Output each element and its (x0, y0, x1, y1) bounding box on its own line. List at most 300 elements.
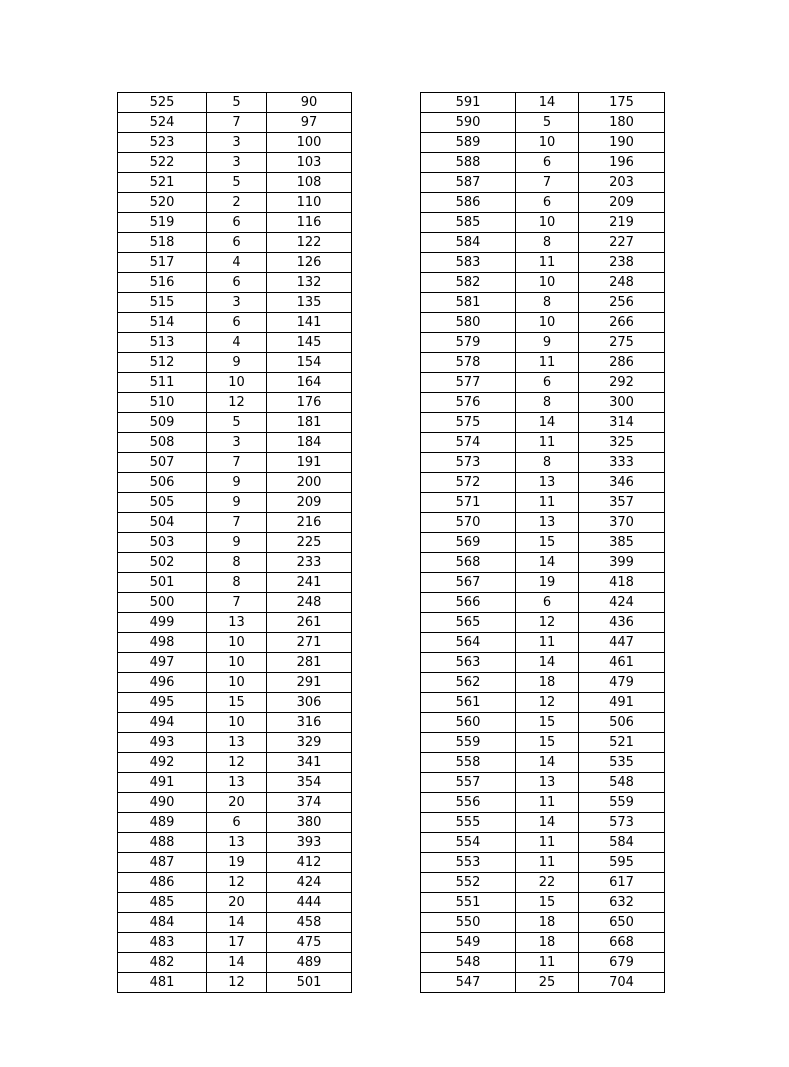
score-cell: 553 (421, 853, 516, 873)
score-cell: 513 (118, 333, 207, 353)
score-cell: 501 (118, 573, 207, 593)
table-row (421, 173, 665, 193)
cumulative-cell: 141 (267, 313, 352, 333)
count-cell: 14 (516, 93, 579, 113)
cumulative-cell: 241 (267, 573, 352, 593)
count-cell: 14 (516, 753, 579, 773)
cumulative-cell: 108 (267, 173, 352, 193)
table-row (118, 933, 352, 953)
count-cell: 11 (516, 833, 579, 853)
cumulative-cell: 203 (579, 173, 665, 193)
score-cell: 570 (421, 513, 516, 533)
score-cell: 567 (421, 573, 516, 593)
table-row (118, 553, 352, 573)
table-row (421, 933, 665, 953)
cumulative-cell: 374 (267, 793, 352, 813)
count-cell: 11 (516, 793, 579, 813)
table-row (421, 713, 665, 733)
table-row (118, 133, 352, 153)
count-cell: 11 (516, 953, 579, 973)
cumulative-cell: 632 (579, 893, 665, 913)
count-cell: 6 (207, 813, 267, 833)
table-row (118, 533, 352, 553)
cumulative-cell: 216 (267, 513, 352, 533)
cumulative-cell: 126 (267, 253, 352, 273)
table-row (118, 673, 352, 693)
score-cell: 580 (421, 313, 516, 333)
score-cell: 590 (421, 113, 516, 133)
cumulative-cell: 225 (267, 533, 352, 553)
count-cell: 14 (516, 413, 579, 433)
score-cell: 574 (421, 433, 516, 453)
cumulative-cell: 475 (267, 933, 352, 953)
score-cell: 551 (421, 893, 516, 913)
cumulative-cell: 261 (267, 613, 352, 633)
table-row (421, 813, 665, 833)
cumulative-cell: 447 (579, 633, 665, 653)
cumulative-cell: 704 (579, 973, 665, 993)
table-row (118, 893, 352, 913)
score-cell: 483 (118, 933, 207, 953)
table-row (118, 253, 352, 273)
cumulative-cell: 346 (579, 473, 665, 493)
score-cell: 547 (421, 973, 516, 993)
count-cell: 10 (207, 653, 267, 673)
table-row (118, 913, 352, 933)
cumulative-cell: 97 (267, 113, 352, 133)
table-row (421, 973, 665, 993)
cumulative-cell: 333 (579, 453, 665, 473)
count-cell: 6 (207, 313, 267, 333)
table-row (118, 493, 352, 513)
cumulative-cell: 209 (579, 193, 665, 213)
cumulative-cell: 354 (267, 773, 352, 793)
cumulative-cell: 325 (579, 433, 665, 453)
cumulative-cell: 679 (579, 953, 665, 973)
score-table-body (118, 93, 352, 993)
score-cell: 549 (421, 933, 516, 953)
table-row (118, 593, 352, 613)
count-cell: 3 (207, 133, 267, 153)
cumulative-cell: 418 (579, 573, 665, 593)
score-cell: 517 (118, 253, 207, 273)
cumulative-cell: 595 (579, 853, 665, 873)
cumulative-cell: 103 (267, 153, 352, 173)
score-cell: 493 (118, 733, 207, 753)
cumulative-cell: 584 (579, 833, 665, 853)
count-cell: 13 (207, 613, 267, 633)
cumulative-cell: 385 (579, 533, 665, 553)
table-row (118, 613, 352, 633)
cumulative-cell: 233 (267, 553, 352, 573)
score-cell: 494 (118, 713, 207, 733)
cumulative-cell: 116 (267, 213, 352, 233)
count-cell: 17 (207, 933, 267, 953)
cumulative-cell: 248 (579, 273, 665, 293)
count-cell: 3 (207, 293, 267, 313)
score-cell: 481 (118, 973, 207, 993)
count-cell: 11 (516, 853, 579, 873)
table-row (421, 413, 665, 433)
score-table-body (421, 93, 665, 993)
cumulative-cell: 100 (267, 133, 352, 153)
cumulative-cell: 190 (579, 133, 665, 153)
score-cell: 502 (118, 553, 207, 573)
count-cell: 5 (207, 93, 267, 113)
cumulative-cell: 292 (579, 373, 665, 393)
score-cell: 588 (421, 153, 516, 173)
table-row (421, 793, 665, 813)
score-cell: 520 (118, 193, 207, 213)
score-cell: 516 (118, 273, 207, 293)
count-cell: 7 (207, 113, 267, 133)
count-cell: 13 (516, 473, 579, 493)
table-row (421, 373, 665, 393)
count-cell: 4 (207, 253, 267, 273)
count-cell: 25 (516, 973, 579, 993)
score-table-left (117, 92, 352, 993)
score-cell: 557 (421, 773, 516, 793)
score-cell: 486 (118, 873, 207, 893)
count-cell: 5 (516, 113, 579, 133)
count-cell: 6 (516, 373, 579, 393)
count-cell: 18 (516, 913, 579, 933)
cumulative-cell: 444 (267, 893, 352, 913)
score-cell: 568 (421, 553, 516, 573)
cumulative-cell: 668 (579, 933, 665, 953)
score-cell: 500 (118, 593, 207, 613)
score-cell: 498 (118, 633, 207, 653)
score-cell: 511 (118, 373, 207, 393)
table-row (118, 753, 352, 773)
cumulative-cell: 175 (579, 93, 665, 113)
count-cell: 8 (207, 573, 267, 593)
count-cell: 19 (207, 853, 267, 873)
score-cell: 552 (421, 873, 516, 893)
table-row (118, 193, 352, 213)
table-row (118, 413, 352, 433)
score-cell: 582 (421, 273, 516, 293)
count-cell: 12 (207, 393, 267, 413)
cumulative-cell: 122 (267, 233, 352, 253)
table-row (421, 193, 665, 213)
score-cell: 509 (118, 413, 207, 433)
count-cell: 10 (516, 213, 579, 233)
count-cell: 14 (516, 653, 579, 673)
table-row (421, 733, 665, 753)
cumulative-cell: 176 (267, 393, 352, 413)
count-cell: 15 (207, 693, 267, 713)
cumulative-cell: 90 (267, 93, 352, 113)
score-cell: 589 (421, 133, 516, 153)
score-cell: 492 (118, 753, 207, 773)
table-row (421, 513, 665, 533)
table-row (421, 433, 665, 453)
table-row (118, 873, 352, 893)
table-row (118, 513, 352, 533)
count-cell: 8 (516, 293, 579, 313)
score-cell: 562 (421, 673, 516, 693)
score-cell: 510 (118, 393, 207, 413)
count-cell: 9 (207, 493, 267, 513)
table-row (118, 293, 352, 313)
count-cell: 6 (516, 153, 579, 173)
cumulative-cell: 424 (579, 593, 665, 613)
table-row (118, 173, 352, 193)
score-cell: 507 (118, 453, 207, 473)
table-row (421, 833, 665, 853)
table-row (421, 233, 665, 253)
score-cell: 487 (118, 853, 207, 873)
count-cell: 19 (516, 573, 579, 593)
score-cell: 571 (421, 493, 516, 513)
table-row (421, 893, 665, 913)
table-row (118, 473, 352, 493)
table-row (421, 633, 665, 653)
cumulative-cell: 458 (267, 913, 352, 933)
score-cell: 496 (118, 673, 207, 693)
cumulative-cell: 479 (579, 673, 665, 693)
table-row (421, 493, 665, 513)
score-cell: 503 (118, 533, 207, 553)
score-cell: 506 (118, 473, 207, 493)
table-row (421, 253, 665, 273)
score-cell: 515 (118, 293, 207, 313)
cumulative-cell: 248 (267, 593, 352, 613)
table-row (421, 853, 665, 873)
table-row (421, 313, 665, 333)
score-cell: 491 (118, 773, 207, 793)
table-row (421, 353, 665, 373)
cumulative-cell: 535 (579, 753, 665, 773)
score-cell: 482 (118, 953, 207, 973)
cumulative-cell: 200 (267, 473, 352, 493)
count-cell: 12 (207, 973, 267, 993)
table-row (118, 733, 352, 753)
table-row (421, 153, 665, 173)
cumulative-cell: 110 (267, 193, 352, 213)
cumulative-cell: 271 (267, 633, 352, 653)
cumulative-cell: 291 (267, 673, 352, 693)
score-cell: 495 (118, 693, 207, 713)
cumulative-cell: 191 (267, 453, 352, 473)
table-row (421, 693, 665, 713)
count-cell: 22 (516, 873, 579, 893)
cumulative-cell: 548 (579, 773, 665, 793)
cumulative-cell: 145 (267, 333, 352, 353)
count-cell: 8 (516, 393, 579, 413)
cumulative-cell: 424 (267, 873, 352, 893)
score-cell: 565 (421, 613, 516, 633)
cumulative-cell: 306 (267, 693, 352, 713)
score-cell: 499 (118, 613, 207, 633)
table-row (421, 673, 665, 693)
count-cell: 14 (207, 913, 267, 933)
count-cell: 10 (516, 133, 579, 153)
count-cell: 9 (207, 533, 267, 553)
score-cell: 497 (118, 653, 207, 673)
score-cell: 587 (421, 173, 516, 193)
cumulative-cell: 491 (579, 693, 665, 713)
table-row (421, 573, 665, 593)
score-cell: 584 (421, 233, 516, 253)
cumulative-cell: 316 (267, 713, 352, 733)
score-cell: 550 (421, 913, 516, 933)
table-row (118, 393, 352, 413)
count-cell: 6 (207, 213, 267, 233)
table-row (421, 93, 665, 113)
cumulative-cell: 521 (579, 733, 665, 753)
cumulative-cell: 164 (267, 373, 352, 393)
count-cell: 13 (516, 513, 579, 533)
count-cell: 20 (207, 893, 267, 913)
cumulative-cell: 300 (579, 393, 665, 413)
cumulative-cell: 314 (579, 413, 665, 433)
table-row (118, 793, 352, 813)
cumulative-cell: 181 (267, 413, 352, 433)
table-row (118, 233, 352, 253)
table-row (118, 313, 352, 333)
table-row (118, 633, 352, 653)
table-row (118, 273, 352, 293)
count-cell: 8 (207, 553, 267, 573)
count-cell: 8 (516, 233, 579, 253)
score-cell: 591 (421, 93, 516, 113)
score-cell: 586 (421, 193, 516, 213)
count-cell: 13 (207, 833, 267, 853)
cumulative-cell: 196 (579, 153, 665, 173)
cumulative-cell: 399 (579, 553, 665, 573)
count-cell: 11 (516, 433, 579, 453)
cumulative-cell: 281 (267, 653, 352, 673)
table-row (421, 213, 665, 233)
score-cell: 559 (421, 733, 516, 753)
table-row (421, 273, 665, 293)
table-row (118, 353, 352, 373)
count-cell: 15 (516, 733, 579, 753)
score-cell: 563 (421, 653, 516, 673)
cumulative-cell: 370 (579, 513, 665, 533)
score-cell: 505 (118, 493, 207, 513)
table-row (421, 113, 665, 133)
cumulative-cell: 380 (267, 813, 352, 833)
count-cell: 13 (207, 733, 267, 753)
cumulative-cell: 501 (267, 973, 352, 993)
count-cell: 11 (516, 493, 579, 513)
score-cell: 484 (118, 913, 207, 933)
table-row (118, 113, 352, 133)
count-cell: 12 (516, 693, 579, 713)
count-cell: 11 (516, 633, 579, 653)
score-cell: 524 (118, 113, 207, 133)
table-row (421, 913, 665, 933)
table-row (118, 213, 352, 233)
score-cell: 558 (421, 753, 516, 773)
score-cell: 566 (421, 593, 516, 613)
cumulative-cell: 506 (579, 713, 665, 733)
table-row (421, 453, 665, 473)
count-cell: 7 (207, 453, 267, 473)
count-cell: 15 (516, 713, 579, 733)
table-row (118, 573, 352, 593)
count-cell: 10 (516, 273, 579, 293)
score-cell: 548 (421, 953, 516, 973)
table-row (118, 953, 352, 973)
table-row (118, 373, 352, 393)
score-cell: 518 (118, 233, 207, 253)
count-cell: 7 (207, 513, 267, 533)
table-row (118, 773, 352, 793)
count-cell: 3 (207, 433, 267, 453)
score-cell: 489 (118, 813, 207, 833)
cumulative-cell: 559 (579, 793, 665, 813)
cumulative-cell: 341 (267, 753, 352, 773)
score-cell: 525 (118, 93, 207, 113)
table-row (421, 473, 665, 493)
cumulative-cell: 209 (267, 493, 352, 513)
cumulative-cell: 489 (267, 953, 352, 973)
cumulative-cell: 227 (579, 233, 665, 253)
cumulative-cell: 256 (579, 293, 665, 313)
score-cell: 555 (421, 813, 516, 833)
table-row (421, 773, 665, 793)
cumulative-cell: 238 (579, 253, 665, 273)
count-cell: 6 (516, 593, 579, 613)
count-cell: 11 (516, 353, 579, 373)
cumulative-cell: 154 (267, 353, 352, 373)
table-row (421, 293, 665, 313)
count-cell: 9 (516, 333, 579, 353)
cumulative-cell: 650 (579, 913, 665, 933)
table-row (421, 593, 665, 613)
score-cell: 521 (118, 173, 207, 193)
table-row (421, 393, 665, 413)
count-cell: 6 (516, 193, 579, 213)
count-cell: 10 (207, 373, 267, 393)
cumulative-cell: 617 (579, 873, 665, 893)
score-cell: 579 (421, 333, 516, 353)
table-row (118, 93, 352, 113)
count-cell: 9 (207, 353, 267, 373)
count-cell: 6 (207, 273, 267, 293)
cumulative-cell: 286 (579, 353, 665, 373)
count-cell: 8 (516, 453, 579, 473)
count-cell: 5 (207, 173, 267, 193)
cumulative-cell: 135 (267, 293, 352, 313)
count-cell: 13 (516, 773, 579, 793)
table-row (421, 613, 665, 633)
score-cell: 508 (118, 433, 207, 453)
table-row (421, 133, 665, 153)
score-cell: 583 (421, 253, 516, 273)
score-cell: 554 (421, 833, 516, 853)
count-cell: 10 (207, 673, 267, 693)
count-cell: 15 (516, 533, 579, 553)
cumulative-cell: 436 (579, 613, 665, 633)
count-cell: 10 (207, 713, 267, 733)
table-row (118, 653, 352, 673)
score-cell: 514 (118, 313, 207, 333)
score-cell: 488 (118, 833, 207, 853)
count-cell: 20 (207, 793, 267, 813)
score-cell: 523 (118, 133, 207, 153)
count-cell: 7 (516, 173, 579, 193)
cumulative-cell: 275 (579, 333, 665, 353)
cumulative-cell: 132 (267, 273, 352, 293)
table-row (118, 973, 352, 993)
table-row (118, 813, 352, 833)
score-cell: 561 (421, 693, 516, 713)
